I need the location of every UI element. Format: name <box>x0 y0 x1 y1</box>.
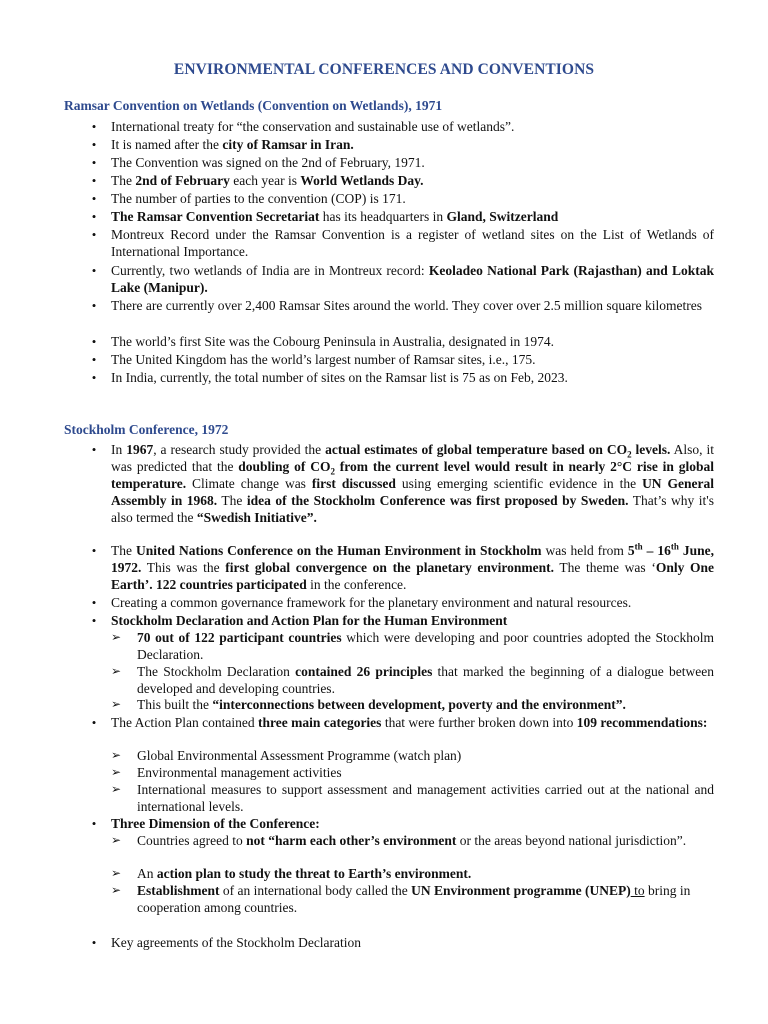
sub-list-item: International measures to support assessment and management activities carried out at the national and international levels. <box>137 782 714 814</box>
list-item: Stockholm Declaration and Action Plan for the Human Environment <box>111 613 508 628</box>
list-item: The number of parties to the convention (COP) is 171. <box>111 191 406 206</box>
bullet-icon: • <box>91 263 97 278</box>
list-item: The United Nations Conference on the Human Environment in Stockholm was held from 5th – 16th June, 1972. This was the first global convergence on the planetary environment. The theme was ‘Only One Earth’. 122 countries participated in the conference. <box>111 541 715 592</box>
list-item: The world’s first Site was the Cobourg Peninsula in Australia, designated in 1974. <box>111 334 554 349</box>
sub-list-item: Global Environmental Assessment Programme (watch plan) <box>137 748 462 763</box>
bullet-icon: • <box>91 352 97 367</box>
page-title: ENVIRONMENTAL CONFERENCES AND CONVENTIONS <box>173 61 595 78</box>
sub-list-item: Countries agreed to not “harm each other’s environment or the areas beyond national jurisdiction”. <box>137 833 687 848</box>
list-item: Key agreements of the Stockholm Declaration <box>111 935 362 950</box>
sub-list-item: 70 out of 122 participant countries which were developing and poor countries adopted the Stockholm Declaration. <box>137 630 714 662</box>
arrow-bullet-icon: ➢ <box>111 748 122 762</box>
bullet-icon: • <box>91 137 97 152</box>
list-item: The United Kingdom has the world’s largest number of Ramsar sites, i.e., 175. <box>111 352 536 367</box>
list-item: Montreux Record under the Ramsar Convention is a register of wetland sites on the List of Wetlands of International Importance. <box>111 227 714 259</box>
arrow-bullet-icon: ➢ <box>111 765 122 779</box>
bullet-icon: • <box>91 595 97 610</box>
bullet-icon: • <box>91 119 97 134</box>
list-item: Currently, two wetlands of India are in Montreux record: Keoladeo National Park (Rajasthan) and Loktak Lake (Manipur). <box>111 263 714 295</box>
bullet-icon: • <box>91 155 97 170</box>
bullet-icon: • <box>91 442 97 457</box>
bullet-icon: • <box>91 209 97 224</box>
list-item: The 2nd of February each year is World Wetlands Day. <box>111 173 424 188</box>
arrow-bullet-icon: ➢ <box>111 866 122 880</box>
list-item: Three Dimension of the Conference: <box>111 816 320 831</box>
ramsar-heading: Ramsar Convention on Wetlands (Convention on Wetlands), 1971 <box>64 98 443 113</box>
bullet-icon: • <box>91 227 97 242</box>
bullet-icon: • <box>91 613 97 628</box>
bullet-icon: • <box>91 370 97 385</box>
bullet-icon: • <box>91 173 97 188</box>
bullet-icon: • <box>91 191 97 206</box>
arrow-bullet-icon: ➢ <box>111 833 122 847</box>
bullet-icon: • <box>91 543 97 558</box>
sub-list-item: An action plan to study the threat to Earth’s environment. <box>137 866 472 881</box>
arrow-bullet-icon: ➢ <box>111 883 122 897</box>
list-item: The Ramsar Convention Secretariat has its headquarters in Gland, Switzerland <box>111 209 559 224</box>
sub-list-item: Environmental management activities <box>137 765 342 780</box>
list-item: There are currently over 2,400 Ramsar Sites around the world. They cover over 2.5 million square kilometres <box>111 298 702 313</box>
list-item: The Action Plan contained three main categories that were further broken down into 109 recommendations: <box>111 715 708 730</box>
bullet-icon: • <box>91 298 97 313</box>
bullet-icon: • <box>91 935 97 950</box>
sub-list-item: This built the “interconnections between development, poverty and the environment”. <box>137 697 626 712</box>
list-item: In 1967, a research study provided the actual estimates of global temperature based on $CO_2$ levels. Also, it was predicted that the doubling of $CO_2$ from the current level would result in nearly 2°C rise in global temperature. Climate change was first discussed using emerging scientific evidence in the UN General Assembly in 1968. The idea of the Stockholm Conference was first proposed by Sweden. That’s why it's also termed the “Swedish Initiative”. <box>111 442 715 525</box>
list-item: The Convention was signed on the 2nd of February, 1971. <box>111 155 425 170</box>
list-item: In India, currently, the total number of sites on the Ramsar list is 75 as on Feb, 2023. <box>111 370 568 385</box>
arrow-bullet-icon: ➢ <box>111 630 122 644</box>
sub-list-item: Establishment of an international body called the UN Environment programme (UNEP) to bring in cooperation among countries. <box>137 883 691 915</box>
bullet-icon: • <box>91 816 97 831</box>
list-item: It is named after the city of Ramsar in Iran. <box>111 137 354 152</box>
list-item: International treaty for “the conservation and sustainable use of wetlands”. <box>111 119 515 134</box>
list-item: Creating a common governance framework for the planetary environment and natural resources. <box>111 595 632 610</box>
arrow-bullet-icon: ➢ <box>111 697 122 711</box>
arrow-bullet-icon: ➢ <box>111 664 122 678</box>
stockholm-heading: Stockholm Conference, 1972 <box>64 422 229 437</box>
bullet-icon: • <box>91 715 97 730</box>
sub-list-item: The Stockholm Declaration contained 26 principles that marked the beginning of a dialogue between developed and developing countries. <box>137 664 714 696</box>
bullet-icon: • <box>91 334 97 349</box>
arrow-bullet-icon: ➢ <box>111 782 122 796</box>
